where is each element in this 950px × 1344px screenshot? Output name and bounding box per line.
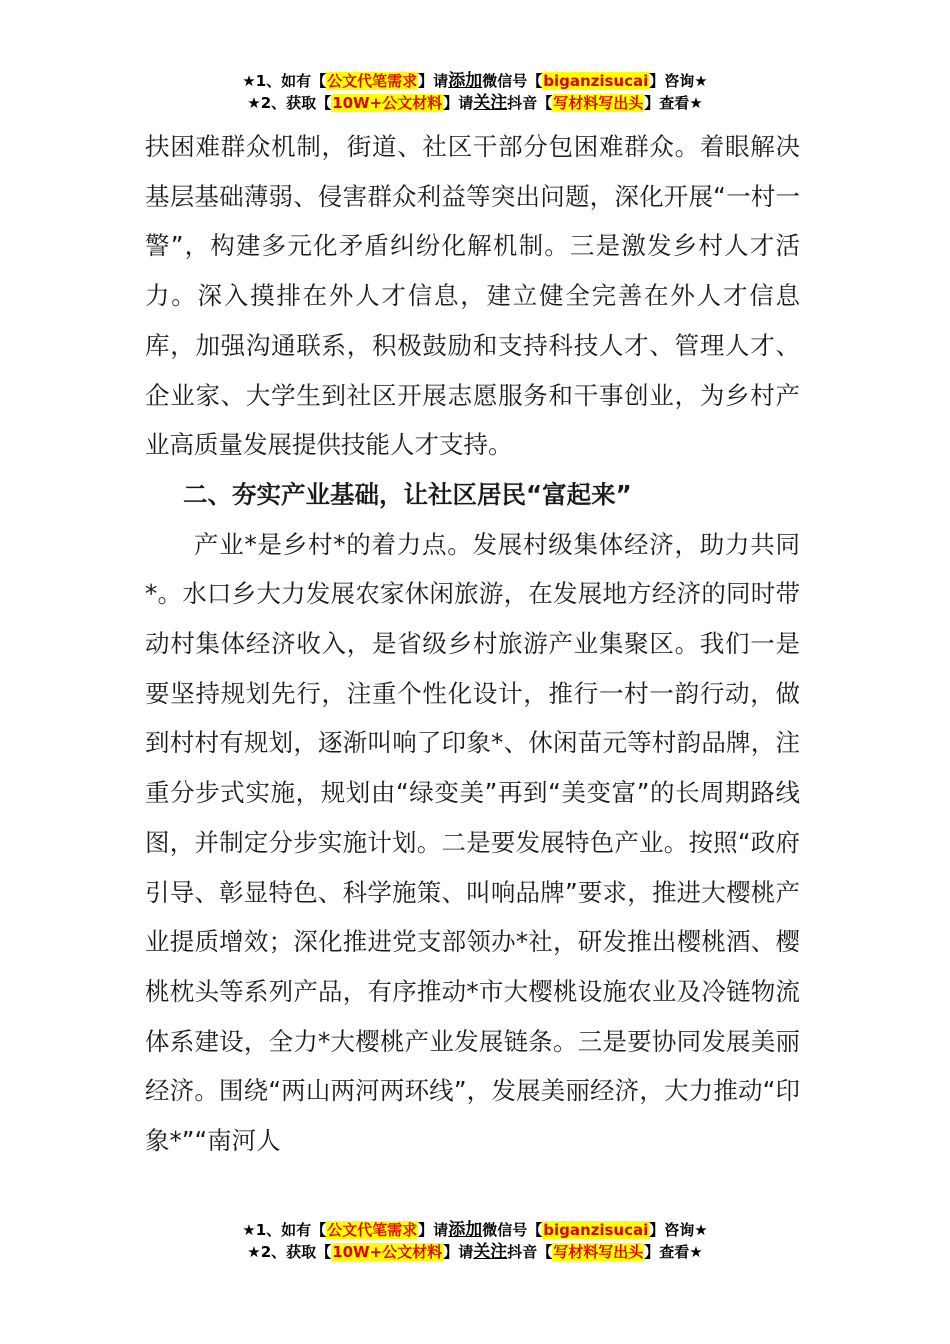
- banner-line-1: ★1、如有【公文代笔需求】请添加微信号【biganzisucai】咨询★: [242, 71, 708, 91]
- banner-line-2: ★2、获取【10W+公文材料】请关注抖音【写材料写出头】查看★: [247, 1242, 703, 1262]
- banner-line-1: ★1、如有【公文代笔需求】请添加微信号【biganzisucai】咨询★: [242, 1220, 708, 1240]
- header-banner: [0, 70, 950, 114]
- highlight-wechat-id: biganzisucai: [543, 1221, 649, 1239]
- highlight-douyin: 写材料写出头: [553, 94, 644, 112]
- highlight-service: 公文代笔需求: [327, 72, 418, 90]
- highlight-materials: 10W+公文材料: [332, 94, 443, 112]
- highlight-materials: 10W+公文材料: [332, 1243, 443, 1261]
- highlight-service: 公文代笔需求: [327, 1221, 418, 1239]
- highlight-douyin: 写材料写出头: [553, 1243, 644, 1261]
- paragraph-2: 产业*是乡村*的着力点。发展村级集体经济，助力共同*。水口乡大力发展农家休闲旅游，在发展地方经济的同时带动村集体经济收入，是省级乡村旅游产业集聚区。我们一是要坚持规划先行，注重个性化设计，推行一村一韵行动，做到村村有规划，逐渐叫响了印象*、休闲苗元等村韵品牌，注重分步式实施，规划由“绿变美”再到“美变富”的长周期路线图，并制定分步实施计划。二是要发展特色产业。按照“政府引导、彰显特色、科学施策、叫响品牌”要求，推进大樱桃产业提质增效；深化推进党支部领办*社，研发推出樱桃酒、樱桃枕头等系列产品，有序推动*市大樱桃设施农业及冷链物流体系建设，全力*大樱桃产业发展链条。三是要协同发展美丽经济。围绕“两山两河两环线”，发展美丽经济，大力推动“印象*”“南河人: [145, 529, 800, 1156]
- section-heading: 二、夯实产业基础，让社区居民“富起来”: [182, 479, 632, 509]
- highlight-wechat-id: biganzisucai: [543, 72, 649, 90]
- banner-line-2: ★2、获取【10W+公文材料】请关注抖音【写材料写出头】查看★: [247, 93, 703, 113]
- document-body: [145, 122, 800, 1166]
- footer-banner: [0, 1219, 950, 1263]
- paragraph-1: 扶困难群众机制，街道、社区干部分包困难群众。着眼解决基层基础薄弱、侵害群众利益等突出问题，深化开展“一村一警”，构建多元化矛盾纠纷化解机制。三是激发乡村人才活力。深入摸排在外人才信息，建立健全完善在外人才信息库，加强沟通联系，积极鼓励和支持科技人才、管理人才、企业家、大学生到社区开展志愿服务和干事创业，为乡村产业高质量发展提供技能人才支持。: [145, 132, 800, 460]
